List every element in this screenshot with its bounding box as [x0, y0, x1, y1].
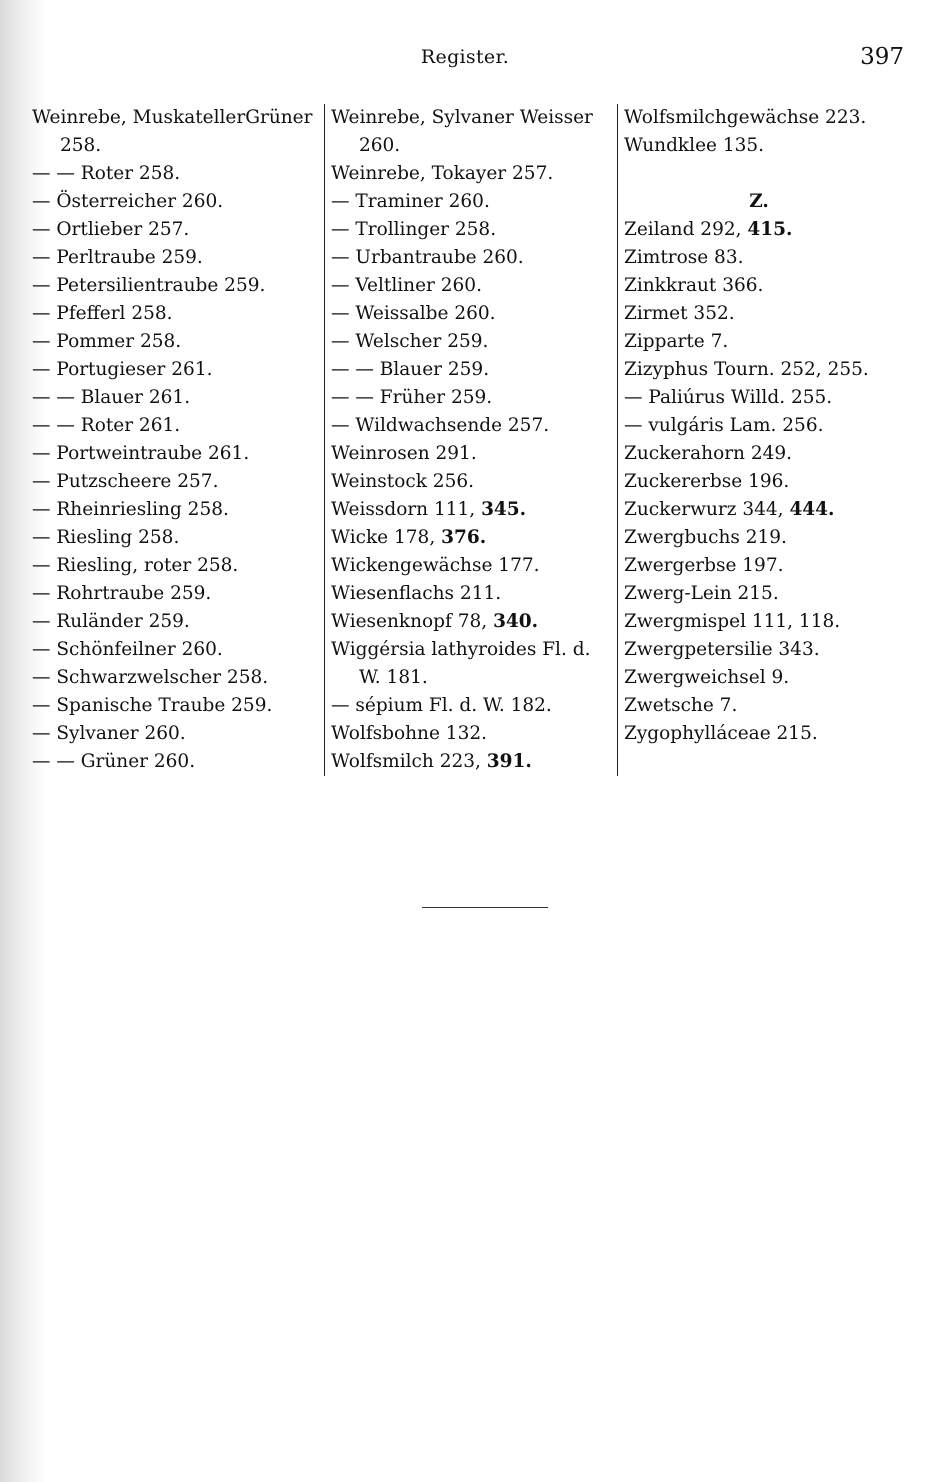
index-entry: — — Blauer 259.	[331, 359, 490, 380]
index-entry: — Petersilientraube 259.	[32, 275, 266, 296]
running-header: Register.	[420, 46, 510, 68]
index-entry: Zwergweichsel 9.	[624, 667, 790, 688]
end-rule	[422, 907, 548, 908]
index-entry: — Paliúrus Willd. 255.	[624, 387, 833, 408]
index-entry: Zuckererbse 196.	[624, 471, 790, 492]
index-entry	[331, 748, 613, 776]
entry-text: Wiesenknopf 78,	[331, 611, 488, 632]
index-entry: — Trollinger 258.	[331, 219, 497, 240]
index-entry	[624, 216, 894, 244]
index-entry: Weinstock 256.	[331, 471, 474, 492]
entry-text: Wicke 178,	[331, 527, 436, 548]
index-column-3	[617, 104, 894, 776]
bold-page-ref: 415.	[747, 219, 793, 240]
index-entry: Weinrebe, Tokayer 257.	[331, 163, 554, 184]
index-entry	[331, 608, 613, 636]
index-entry: — Weissalbe 260.	[331, 303, 496, 324]
index-entry: — Perltraube 259.	[32, 247, 203, 268]
index-entry: — — Früher 259.	[331, 387, 493, 408]
index-column-2	[324, 104, 613, 776]
index-entry: Zuckerahorn 249.	[624, 443, 793, 464]
index-entry	[331, 496, 613, 524]
index-entry-continuation: 258.	[60, 135, 102, 156]
index-entry: Wiggérsia lathyroides Fl. d.	[331, 639, 591, 660]
index-entry: Zipparte 7.	[624, 331, 729, 352]
index-entry: Zwerg-Lein 215.	[624, 583, 779, 604]
index-entry: Zirmet 352.	[624, 303, 735, 324]
index-entry: — — Blauer 261.	[32, 387, 191, 408]
index-entry: — Ruländer 259.	[32, 611, 190, 632]
bold-page-ref: 444.	[789, 499, 835, 520]
entry-text: Zeiland 292,	[624, 219, 742, 240]
index-entry: — Wildwachsende 257.	[331, 415, 550, 436]
index-entry: — — Roter 261.	[32, 415, 181, 436]
bold-page-ref: 345.	[481, 499, 527, 520]
entry-text: Weissdorn 111,	[331, 499, 476, 520]
index-entry: — Ortlieber 257.	[32, 219, 190, 240]
index-entry: — — Grüner 260.	[32, 751, 196, 772]
index-entry: Wolfsbohne 132.	[331, 723, 487, 744]
index-entry: Zimtrose 83.	[624, 247, 744, 268]
index-entry: Wickengewächse 177.	[331, 555, 540, 576]
index-entry: Weinrosen 291.	[331, 443, 477, 464]
index-column-1	[28, 104, 322, 776]
index-entry: — Riesling, roter 258.	[32, 555, 239, 576]
index-entry: Zizyphus Tourn. 252, 255.	[624, 359, 869, 380]
index-entry: — Sylvaner 260.	[32, 723, 186, 744]
index-entry: Zygophylláceae 215.	[624, 723, 818, 744]
index-entry: Zwergerbse 197.	[624, 555, 784, 576]
index-entry: — Traminer 260.	[331, 191, 490, 212]
index-entry: Zwergbuchs 219.	[624, 527, 787, 548]
index-entry	[624, 496, 894, 524]
index-columns	[28, 104, 898, 776]
section-letter-heading: Z.	[749, 191, 769, 212]
page-number: 397	[860, 44, 904, 70]
index-entry: Zinkkraut 366.	[624, 275, 764, 296]
index-entry	[331, 524, 613, 552]
index-entry: — Welscher 259.	[331, 331, 489, 352]
bold-page-ref: 376.	[441, 527, 487, 548]
index-entry: Wundklee 135.	[624, 135, 765, 156]
index-entry-continuation: W. 181.	[359, 667, 428, 688]
entry-text: Wolfsmilch 223,	[331, 751, 481, 772]
index-entry: Zwergpetersilie 343.	[624, 639, 820, 660]
index-entry: — — Roter 258.	[32, 163, 181, 184]
index-entry: — Putzscheere 257.	[32, 471, 219, 492]
index-entry: — Schönfeilner 260.	[32, 639, 223, 660]
index-entry: Zwergmispel 111, 118.	[624, 611, 841, 632]
index-entry: — Veltliner 260.	[331, 275, 482, 296]
index-entry: — Rohrtraube 259.	[32, 583, 212, 604]
index-entry: — Riesling 258.	[32, 527, 180, 548]
index-entry: — vulgáris Lam. 256.	[624, 415, 824, 436]
index-entry: — Rheinriesling 258.	[32, 499, 229, 520]
index-entry: Wiesenflachs 211.	[331, 583, 502, 604]
entry-text: Zuckerwurz 344,	[624, 499, 784, 520]
index-entry: — sépium Fl. d. W. 182.	[331, 695, 552, 716]
index-entry: — Pommer 258.	[32, 331, 182, 352]
index-entry: — Pfefferl 258.	[32, 303, 173, 324]
index-entry: — Urbantraube 260.	[331, 247, 524, 268]
bold-page-ref: 391.	[486, 751, 532, 772]
index-entry: — Portweintraube 261.	[32, 443, 250, 464]
index-entry: Zwetsche 7.	[624, 695, 738, 716]
index-entry-continuation: 260.	[359, 135, 401, 156]
index-entry: Wolfsmilchgewächse 223.	[624, 107, 867, 128]
index-entry: Weinrebe, Sylvaner Weisser	[331, 107, 593, 128]
index-entry: — Österreicher 260.	[32, 191, 224, 212]
index-entry: — Portugieser 261.	[32, 359, 213, 380]
index-entry: Weinrebe, MuskatellerGrüner	[32, 107, 313, 128]
index-entry: — Schwarzwelscher 258.	[32, 667, 269, 688]
bold-page-ref: 340.	[493, 611, 539, 632]
index-entry: — Spanische Traube 259.	[32, 695, 273, 716]
